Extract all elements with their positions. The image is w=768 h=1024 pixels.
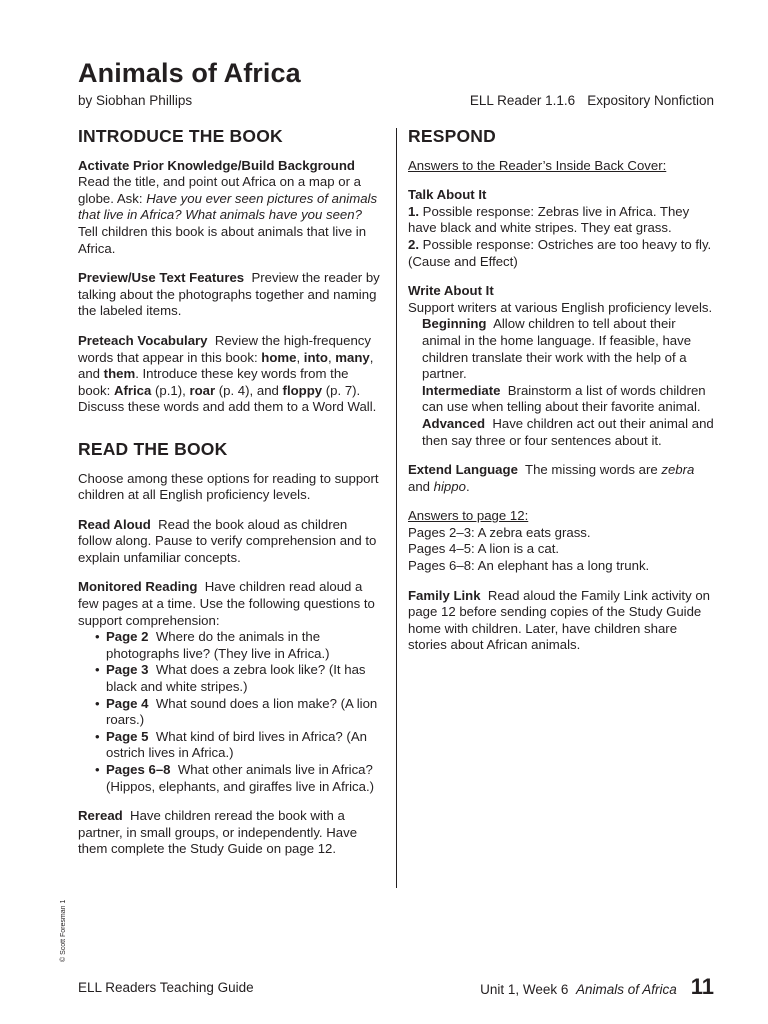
monitored-text: Have children read aloud a few pages at a time. Use the following questions to support comprehension: (78, 579, 375, 628)
read-aloud-text: Read the book aloud as children follow along. Pause to verify comprehension and to explain unfamiliar concepts. (78, 516, 377, 565)
answer-line: Pages 6–8: An elephant has a long trunk. (408, 558, 650, 574)
page-label: Page 2 (106, 629, 149, 645)
reread-text: Have children reread the book with a partner, in small groups, or independently. Have them complete the Study Guide on page 12. (78, 808, 358, 857)
extend-text: . (465, 478, 470, 494)
reader-id: ELL Reader 1.1.6 (469, 93, 576, 108)
response-number: 2. (408, 236, 419, 252)
intermediate-paragraph (408, 383, 716, 416)
page-number: 11 (690, 974, 714, 999)
key-word-page: (p.1), (151, 382, 190, 398)
vocab-word: into (303, 349, 328, 365)
preteach-label: Preteach Vocabulary (78, 332, 208, 348)
advanced-paragraph (408, 416, 716, 449)
level-text: Have children act out their animal and then say three or four sentences about it. (422, 415, 714, 448)
key-word: floppy (282, 382, 323, 398)
column-divider (396, 128, 397, 888)
preteach-text: Review the high-frequency words that appear in this book: (78, 332, 371, 365)
activate-label: Activate Prior Knowledge/Build Background (78, 157, 355, 173)
left-column (78, 128, 383, 871)
reader-info (470, 93, 714, 108)
footer-unit: Unit 1, Week 6 (480, 982, 569, 997)
page-label: Pages 6–8 (106, 762, 171, 777)
page-question: Where do the animals in the photographs live? (They live in Africa.) (106, 629, 330, 661)
respond-heading: RESPOND (408, 126, 496, 146)
list-item (106, 729, 383, 762)
talk-about-it-heading: Talk About It (408, 187, 487, 203)
level-label: Intermediate (422, 382, 501, 398)
page-question-list (78, 629, 383, 795)
author-line: by Siobhan Phillips (78, 93, 193, 108)
footer-right (480, 974, 714, 1000)
answer-line: Pages 2–3: A zebra eats grass. (408, 524, 591, 540)
talk-response-2 (408, 237, 716, 270)
extend-label: Extend Language (408, 462, 518, 478)
activate-question: Have you ever seen pictures of animals that live in Africa? What animals have you seen? (78, 190, 378, 223)
activate-text: Read the title, and point out Africa on a map or a globe. Ask: (78, 174, 361, 206)
read-aloud-paragraph (78, 517, 383, 567)
activate-paragraph (78, 158, 383, 258)
extend-text: The missing words are (525, 462, 662, 478)
page-question: What sound does a lion make? (A lion roars.) (106, 695, 378, 728)
preteach-text: . Introduce these key words from the book: (78, 366, 349, 398)
write-about-it-heading: Write About It (408, 283, 494, 299)
separator: , (296, 349, 304, 365)
preview-label: Preview/Use Text Features (78, 270, 245, 286)
vocab-word: many (335, 349, 370, 365)
write-intro: Support writers at various English proficiency levels. (408, 299, 713, 315)
level-label: Beginning (422, 316, 487, 332)
extend-language-paragraph (408, 462, 716, 495)
key-word-page: (p. 4), and (215, 382, 283, 398)
activate-text-end: Tell children this book is about animals that live in Africa. (78, 223, 367, 256)
page-question: What does a zebra look like? (It has black and white stripes.) (106, 662, 366, 695)
page12-heading: Answers to page 12: (408, 508, 529, 524)
separator: , and (78, 349, 374, 382)
page-label: Page 5 (106, 728, 149, 744)
reread-paragraph (78, 808, 383, 858)
beginning-paragraph (408, 316, 716, 382)
read-intro: Choose among these options for reading to support children at all English proficiency levels. (78, 470, 379, 503)
key-word: roar (189, 382, 216, 398)
list-item (106, 696, 383, 729)
page-label: Page 3 (106, 662, 149, 678)
extend-text: and (408, 478, 434, 494)
page-question: What other animals live in Africa? (Hippos, elephants, and giraffes live in Africa.) (106, 762, 375, 794)
key-word: Africa (113, 382, 152, 398)
page-title: Animals of Africa (78, 58, 301, 88)
reread-label: Reread (78, 808, 123, 824)
read-heading: READ THE BOOK (78, 438, 228, 459)
level-text: Allow children to tell about their animal in the home language. If feasible, have children translate their work with the help of a partner. (422, 316, 692, 382)
monitored-label: Monitored Reading (78, 579, 198, 595)
footer-book-title: Animals of Africa (575, 982, 677, 997)
response-number: 1. (408, 203, 419, 219)
missing-word: zebra (661, 462, 695, 478)
preview-text: Preview the reader by talking about the photographs together and naming the labeled items. (78, 270, 380, 319)
vocab-word: home (261, 349, 297, 365)
footer-guide-title: ELL Readers Teaching Guide (78, 980, 254, 995)
introduce-heading: INTRODUCE THE BOOK (78, 126, 283, 146)
response-text: Possible response: Ostriches are too heavy to fly. (Cause and Effect) (408, 236, 712, 269)
separator: , (327, 349, 336, 365)
key-word-page: (p. 7). Discuss these words and add them to a Word Wall. (78, 382, 377, 415)
level-text: Brainstorm a list of words children can use when telling about their favorite animal. (422, 382, 706, 415)
response-text: Possible response: Zebras live in Africa. They have black and white stripes. They eat grass. (408, 203, 690, 236)
page-question: What kind of bird lives in Africa? (An ostrich lives in Africa.) (106, 728, 367, 761)
monitored-paragraph (78, 579, 383, 629)
family-link-paragraph (408, 588, 716, 654)
right-column (408, 128, 716, 667)
talk-response-1 (408, 204, 716, 237)
copyright-notice: © Scott Foresman 1 (60, 899, 67, 962)
family-link-text: Read aloud the Family Link activity on page 12 before sending copies of the Study Guide home with children. Later, have children share stories about African animals. (408, 587, 710, 653)
family-link-label: Family Link (408, 587, 481, 603)
vocab-word: them (103, 366, 136, 382)
level-label: Advanced (422, 415, 486, 431)
read-aloud-label: Read Aloud (78, 516, 151, 532)
answer-line: Pages 4–5: A lion is a cat. (408, 541, 560, 557)
page-label: Page 4 (106, 695, 149, 711)
preview-paragraph (78, 270, 383, 320)
list-item (106, 629, 383, 662)
page12-answers (408, 525, 716, 575)
genre-label: Expository Nonfiction (587, 93, 714, 108)
list-item (106, 662, 383, 695)
answers-intro: Answers to the Reader’s Inside Back Cover: (408, 157, 667, 173)
missing-word: hippo (433, 478, 466, 494)
preteach-paragraph (78, 333, 383, 416)
list-item (106, 762, 383, 795)
